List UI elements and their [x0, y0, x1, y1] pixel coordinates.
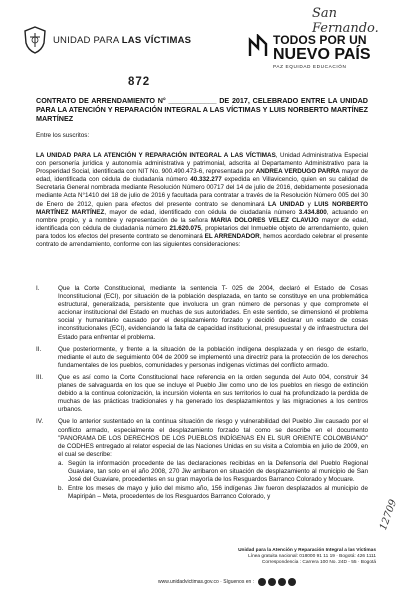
greeting-text: Entre los suscritos:: [36, 132, 90, 139]
flickr-icon: [288, 578, 296, 586]
nuevo-pais-tagline: PAZ EQUIDAD EDUCACIÓN: [273, 64, 347, 69]
nuevo-pais-line-2: NUEVO PAÍS: [273, 46, 371, 63]
consideration-item: III. Que es así como la Corte Constitucional hace referencia en la orden segunda del Auto 004, construir 34 planes de salvaguarda en los que se incluye el Pueblo Jiw como uno de los pueblos en riesgo de extinción debido a la continua colonización, la incursión violenta en sus territorios lo cual ha profundizado la perdida de muchas de las prácticas tradicionales y ha generado los desplazamientos y las migraciones a los centros urbanos.: [36, 373, 368, 414]
contract-title: CONTRATO DE ARRENDAMIENTO N° ____________ DE 2017, CELEBRADO ENTRE LA UNIDAD PARA LA ATENCIÓN Y REPARACIÓN INTEGRAL A LAS VÍCTIMAS Y LUIS NORBERTO MARTÍNEZ MARTÍNEZ: [36, 96, 368, 123]
unidad-victimas-logo: [22, 25, 191, 55]
sub-item: b. Entre los meses de mayo y julio del mismo año, 156 indígenas Jiw fueron desplazados al municipio de Mapiripán – Meta, procedentes de los Resguardos Barranco Colorado, y: [58, 485, 368, 501]
footer-website: www.unidadvictimas.gov.co · Síguenos en :: [158, 578, 296, 586]
consideration-item: IV. Que lo anterior sustentado en la continua situación de riesgo y vulnerabilidad del Pueblo Jiw causado por el conflicto armado, especialmente el desplazamiento forzado tal como se describe en el documento "PANORAMA DE LOS DERECHOS DE LOS PUEBLOS INDÍGENAS EN EL SUR ORIENTE COLOMBIANO" de CODHES entregado al relator especial de las Naciones Unidas en su visita a Colombia en julio de 2009, en el cual se describe: a. Según la información procedente de las declaraciones recibidas en la Defensoría del Pueblo Regional Guaviare, tan solo en el año 2008, 270 Jiw arribaron en situación de desplazamiento al municipio de San José del Guaviare, procedentes en su gran mayoría de los Resguardos Barranco Colorado y Mocuare. b. Entre los meses de mayo y julio del mismo año, 156 indígenas Jiw fueron desplazados al municipio de Mapiripán – Meta, procedentes de los Resguardos Barranco Colorado, y: [36, 418, 368, 501]
page-footer: Unidad para la Atención y Reparación Integral a las Víctimas Línea gratuita nacional: 018000 91 11 19 · Bogotá: 426 1111 Correspondencia : Carrera 100 No. 24D - 55 · Bogotá: [238, 548, 376, 566]
nuevo-pais-emblem-icon: [248, 34, 268, 58]
consideration-item: II. Que posteriormente, y frente a la situación de la población indígena desplazada y en riesgo de estarlo, mediante el auto de seguimiento 004 de 2009 se implementó una directriz para la protección de los derechos fundamentales de los pueblos, comunidades y personas indígenas víctimas del conflicto armado.: [36, 345, 368, 369]
parties-paragraph: LA UNIDAD PARA LA ATENCIÓN Y REPARACIÓN INTEGRAL A LAS VÍCTIMAS, Unidad Administrativa Especial con personería jurídica y autonomía administrativa y patrimonial, adscrita al Departamento Administrativo para la Prosperidad Social, identificada con NIT No. 900.490.473-6, representada por ANDREA VERDUGO PARRA mayor de edad, identificada con cédula de ciudadanía número 40.332.277 expedida en Villavicencio, quien en su calidad de Secretaria General nombrada mediante Resolución Número 00717 del 14 de julio de 2016, debidamente posesionada mediante Acta N°1410 del 18 de julio de 2016 y facultada para contratar a través de la Resolución Número 005 del 30 de Enero de 2012, quien para efectos del presente contrato se denominará LA UNIDAD y LUIS NORBERTO MARTÍNEZ MARTÍNEZ, mayor de edad, identificado con cédula de ciudadanía número 3.434.800, actuando en nombre propio, y a nombre y representación de la señora MARIA DOLORES VELEZ CLAVIJO mayor de edad, identificada con cédula de ciudadanía número 21.620.075, propietarios del Inmueble objeto de arrendamiento, quien para todos los efectos del presente contrato se denominará EL ARRENDADOR, hemos acordado celebrar el presente contrato de arrendamiento, conforme con las siguientes consideraciones:: [36, 152, 369, 249]
considerations-list: [36, 285, 368, 505]
unidad-victimas-label: UNIDAD PARA LAS VÍCTIMAS: [53, 34, 192, 46]
consideration-item: I. Que la Corte Constitucional, mediante la sentencia T- 025 de 2004, declaró el Estado de Cosas Inconstitucional (ECI), por situación de la población desplazada, en tanto se constituye en una problemática estructural, generalizada, persistente que involucra un gran número de personas y que compromete el accionar institucional del Estado en muchas de sus autoridades. En este sentido, se dimensionó el problema social y humanitario causado por el desplazamiento forzado y decidió declarar un estado de cosas inconstitucionales (ECI), evidenciando la falta de capacidad institucional, presupuestal y de infraestructura del Estado para enfrentar el problema.: [36, 285, 368, 341]
twitter-icon: [268, 578, 276, 586]
sub-item: a. Según la información procedente de las declaraciones recibidas en la Defensoría del Pueblo Regional Guaviare, tan solo en el año 2008, 270 Jiw arribaron en situación de desplazamiento al municipio de San José del Guaviare, procedentes en su gran mayoría de los Resguardos Barranco Colorado y Mocuare.: [58, 459, 368, 484]
youtube-icon: [278, 578, 286, 586]
facebook-icon: [258, 578, 266, 586]
contract-number-stamp: 872: [128, 76, 151, 88]
coat-of-arms-icon: [22, 25, 48, 55]
handwritten-note: San Fernando.: [312, 6, 379, 36]
social-icons: [258, 578, 296, 586]
nuevo-pais-line-1: TODOS POR UN: [273, 33, 367, 47]
margin-handwritten-mark: 12709: [378, 498, 400, 532]
nuevo-pais-logo: [248, 34, 371, 70]
